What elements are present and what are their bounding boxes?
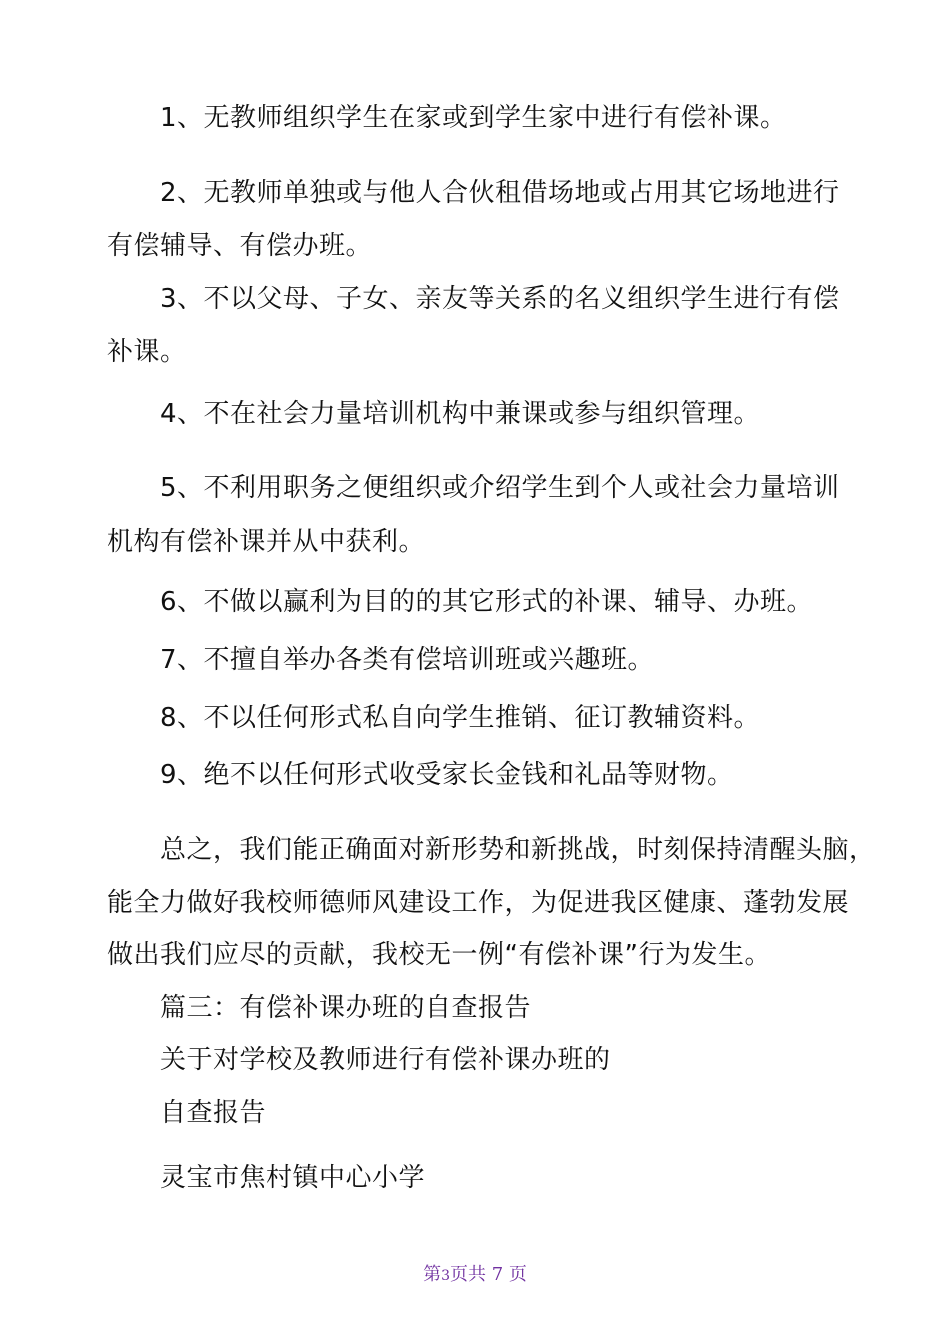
rule-item-2-line-1: 2、无教师单独或与他人合伙租借场地或占用其它场地进行	[160, 178, 840, 208]
rule-item-3-line-2: 补课。	[107, 337, 187, 367]
school-name: 灵宝市焦村镇中心小学	[160, 1163, 426, 1193]
conclusion-line-3: 做出我们应尽的贡献，我校无一例“有偿补课”行为发生。	[107, 940, 771, 970]
report-title-line-1: 关于对学校及教师进行有偿补课办班的	[160, 1045, 611, 1075]
rule-item-5-line-2: 机构有偿补课并从中获利。	[107, 527, 426, 557]
footer-prefix: 第	[423, 1264, 442, 1285]
rule-item-1: 1、无教师组织学生在家或到学生家中进行有偿补课。	[160, 103, 787, 133]
rule-item-7: 7、不擅自举办各类有偿培训班或兴趣班。	[160, 645, 655, 675]
rule-item-9: 9、绝不以任何形式收受家长金钱和礼品等财物。	[160, 760, 734, 790]
rule-item-3-line-1: 3、不以父母、子女、亲友等关系的名义组织学生进行有偿	[160, 284, 840, 314]
page-footer	[0, 1260, 950, 1286]
rule-item-4: 4、不在社会力量培训机构中兼课或参与组织管理。	[160, 399, 761, 429]
footer-total-pages: 7	[491, 1264, 504, 1285]
conclusion-line-1: 总之，我们能正确面对新形势和新挑战，时刻保持清醒头脑，	[160, 835, 876, 865]
footer-page-number: 3	[441, 1268, 450, 1284]
report-title-line-2: 自查报告	[160, 1098, 267, 1128]
footer-middle: 页共	[450, 1264, 486, 1285]
rule-item-6: 6、不做以赢利为目的的其它形式的补课、辅导、办班。	[160, 587, 814, 617]
rule-item-8: 8、不以任何形式私自向学生推销、征订教辅资料。	[160, 703, 761, 733]
rule-item-5-line-1: 5、不利用职务之便组织或介绍学生到个人或社会力量培训	[160, 473, 840, 503]
section-heading: 篇三：有偿补课办班的自查报告	[160, 993, 532, 1023]
footer-suffix: 页	[508, 1264, 527, 1285]
rule-item-2-line-2: 有偿辅导、有偿办班。	[107, 231, 373, 261]
conclusion-line-2: 能全力做好我校师德师风建设工作，为促进我区健康、蓬勃发展	[107, 888, 850, 918]
